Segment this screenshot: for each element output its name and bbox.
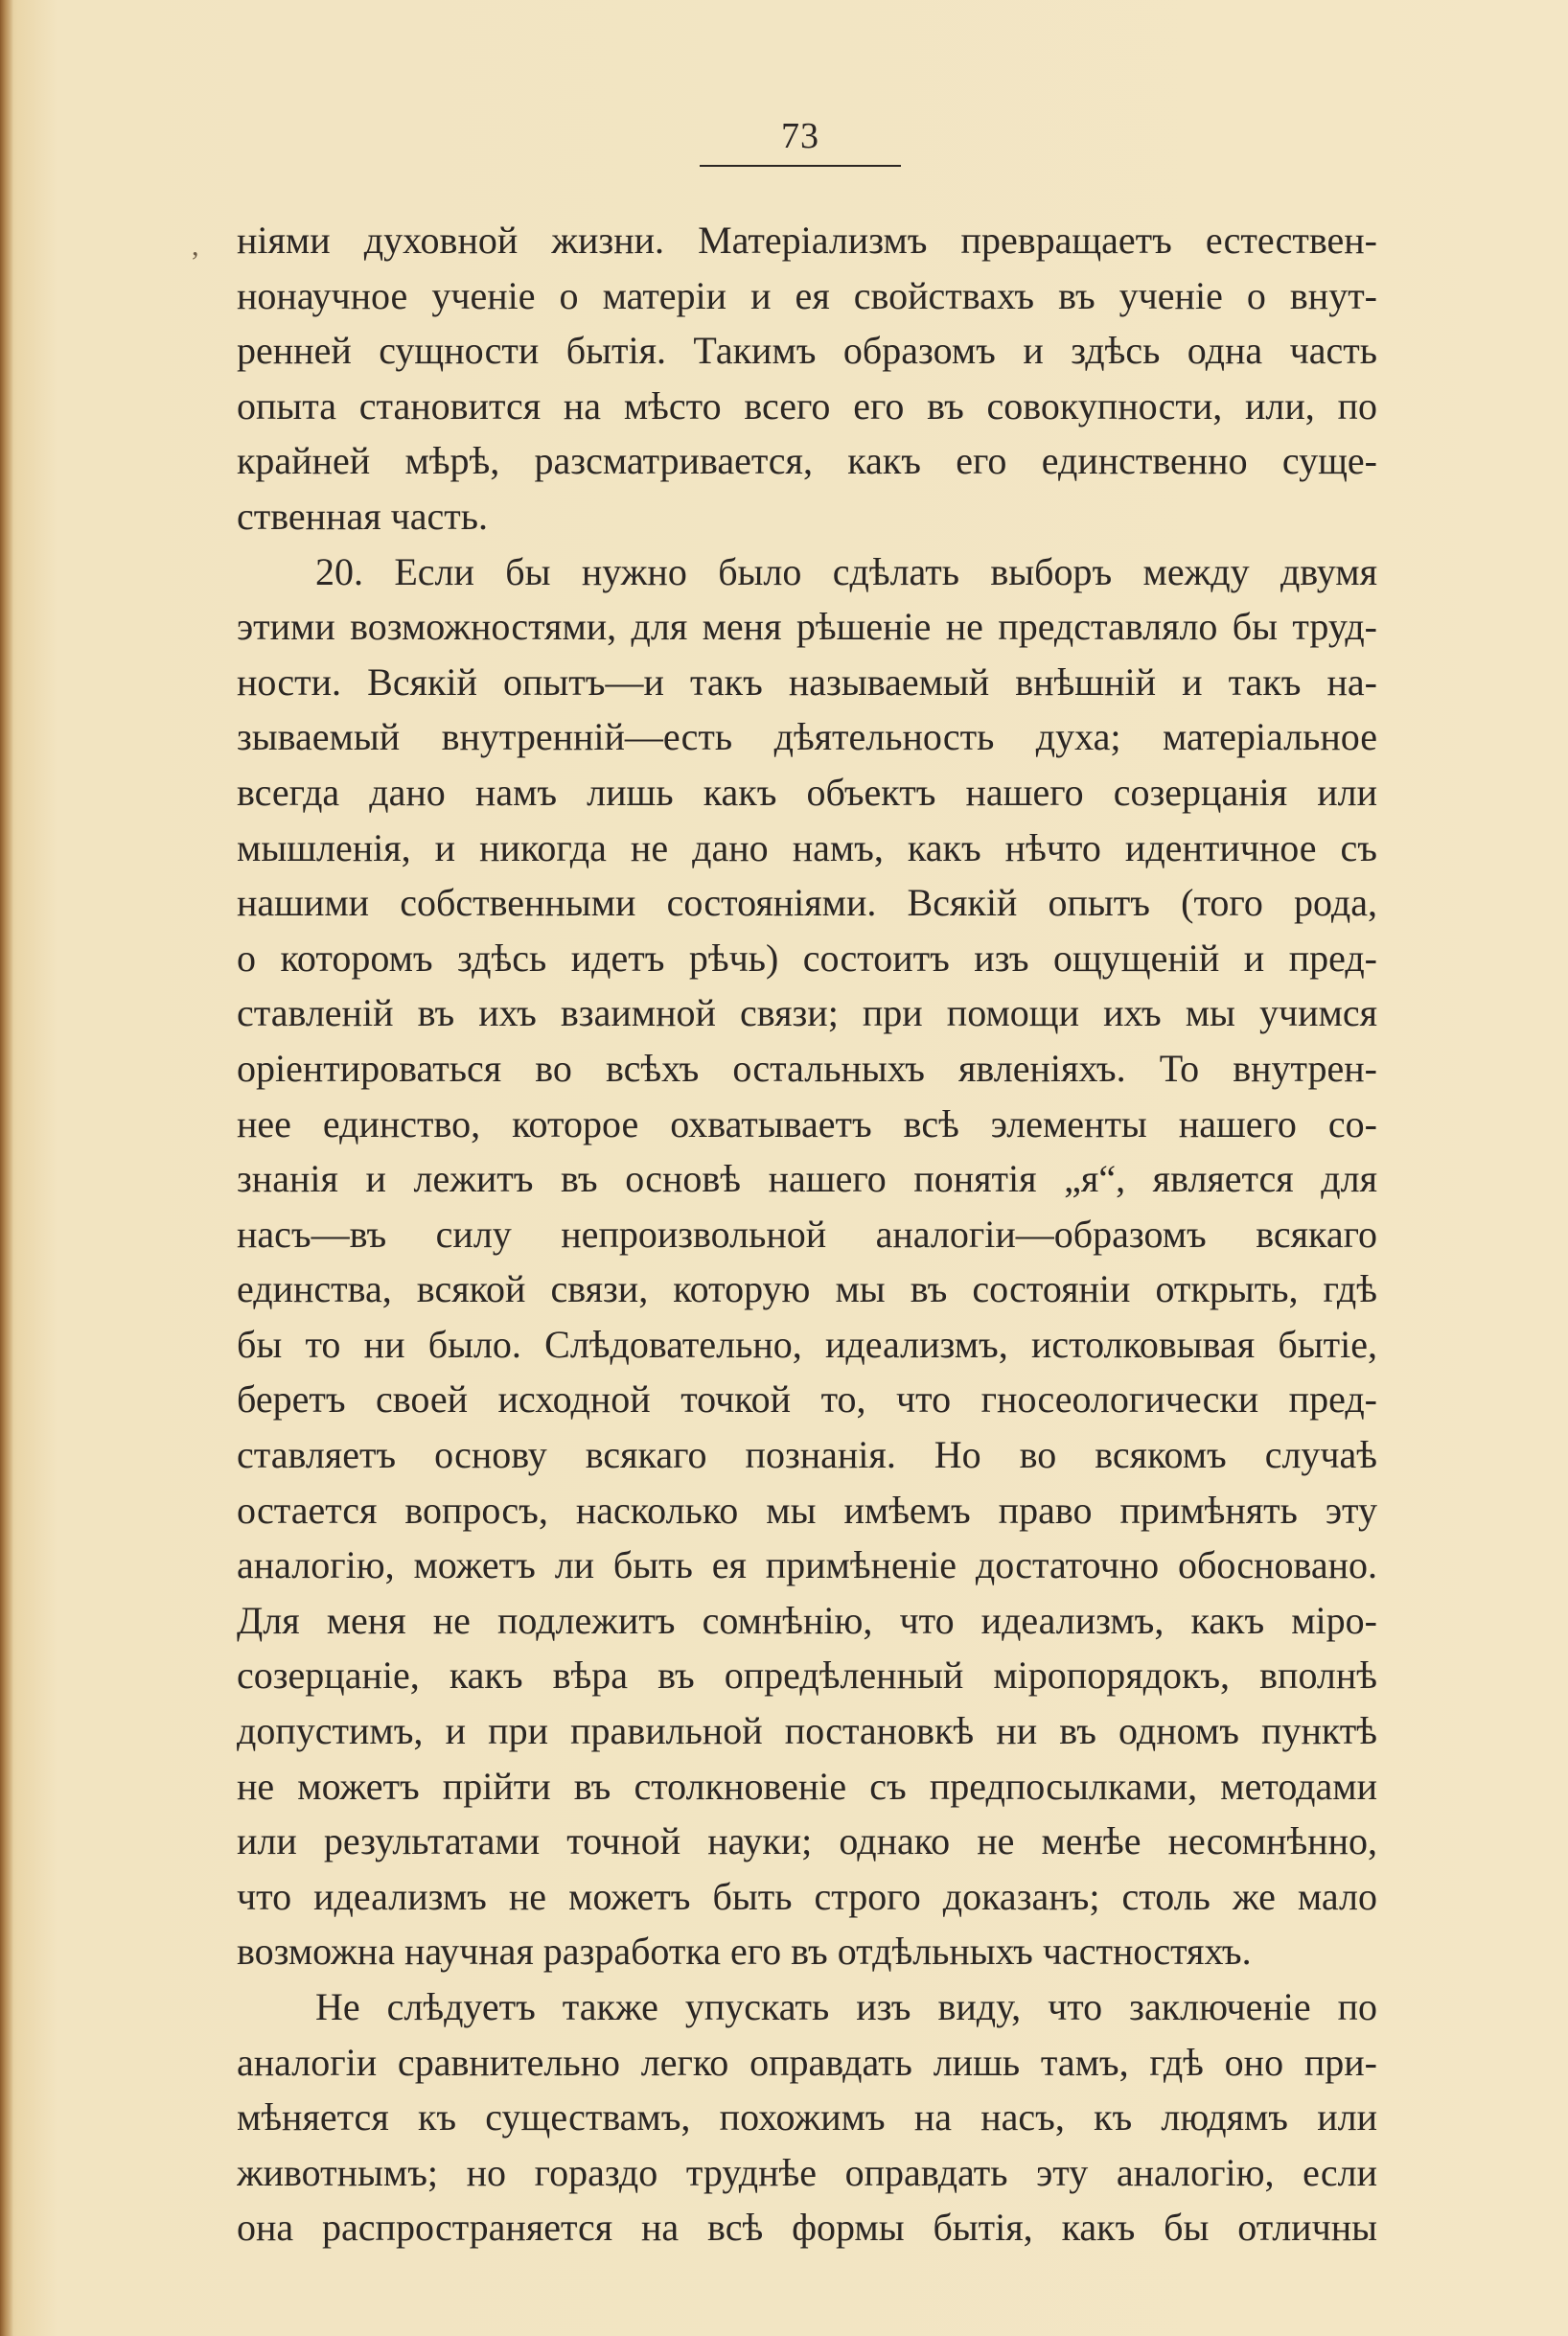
text-line: единства, всякой связи, которую мы въ состояніи открыть, гдѣ — [237, 1267, 1377, 1311]
text-line: мѣняется къ существамъ, похожимъ на насъ, къ людямъ или — [237, 2095, 1377, 2139]
page-header — [700, 113, 901, 167]
text-line: мышленія, и никогда не дано намъ, какъ нѣчто идентичное съ — [237, 825, 1377, 869]
text-line: оріентироваться во всѣхъ остальныхъ явленіяхъ. То внутрен- — [237, 1046, 1377, 1090]
text-line: крайней мѣрѣ, разсматривается, какъ его единственно суще- — [237, 439, 1377, 483]
text-line: зываемый внутренній—есть дѣятельность духа; матеріальное — [237, 715, 1377, 759]
text-line: остается вопросъ, насколько мы имѣемъ право примѣнять эту — [237, 1488, 1377, 1532]
text-line: опыта становится на мѣсто всего его въ совокупности, или, по — [237, 383, 1377, 428]
text-line: знанія и лежитъ въ основѣ нашего понятія „я“, является для — [237, 1157, 1377, 1201]
text-line: всегда дано намъ лишь какъ объектъ нашего созерцанія или — [237, 770, 1377, 814]
text-line: нашими собственными состояніями. Всякій опытъ (того рода, — [237, 881, 1377, 925]
text-line: нонаучное ученіе о матеріи и ея свойствахъ въ ученіе о внут- — [237, 273, 1377, 317]
text-line: беретъ своей исходной точкой то, что гносеологически пред- — [237, 1377, 1377, 1422]
text-line: аналогіи сравнительно легко оправдать лишь тамъ, гдѣ оно при- — [237, 2040, 1377, 2084]
text-line: или результатами точной науки; однако не менѣе несомнѣнно, — [237, 1819, 1377, 1863]
text-line: ренней сущности бытія. Такимъ образомъ и здѣсь одна часть — [237, 329, 1377, 373]
text-line: нее единство, которое охватываетъ всѣ элементы нашего со- — [237, 1101, 1377, 1145]
text-line: Не слѣдуетъ также упускать изъ виду, что заключеніе по — [315, 1985, 1377, 2028]
body-text — [237, 213, 1377, 2255]
text-line: ственная часть. — [237, 494, 488, 538]
text-line: ставленій въ ихъ взаимной связи; при помощи ихъ мы учимся — [237, 991, 1377, 1035]
text-line: ставляетъ основу всякаго познанія. Но во всякомъ случаѣ — [237, 1433, 1377, 1477]
header-rule — [700, 165, 901, 167]
text-line: созерцаніе, какъ вѣра въ опредѣленный міропорядокъ, вполнѣ — [237, 1654, 1377, 1698]
margin-mark: , — [192, 230, 199, 262]
text-line: Для меня не подлежитъ сомнѣнію, что идеализмъ, какъ міро- — [237, 1598, 1377, 1642]
text-line: возможна научная разработка его въ отдѣльныхъ частностяхъ. — [237, 1930, 1252, 1974]
text-line: 20. Если бы нужно было сдѣлать выборъ между двумя — [315, 549, 1377, 593]
text-line: допустимъ, и при правильной постановкѣ ни въ одномъ пунктѣ — [237, 1709, 1377, 1753]
text-line: бы то ни было. Слѣдовательно, идеализмъ, истолковывая бытіе, — [237, 1322, 1377, 1366]
page-binding-edge — [0, 0, 13, 2336]
text-line: ности. Всякій опытъ—и такъ называемый внѣшній и такъ на- — [237, 659, 1377, 704]
text-line: насъ—въ силу непроизвольной аналогіи—образомъ всякаго — [237, 1212, 1377, 1256]
text-line: аналогію, можетъ ли быть ея примѣненіе достаточно обосновано. — [237, 1543, 1377, 1587]
text-line: животнымъ; но гораздо труднѣе оправдать эту аналогію, если — [237, 2150, 1377, 2194]
page-number: 73 — [781, 116, 819, 156]
text-line: о которомъ здѣсь идетъ рѣчь) состоитъ изъ ощущеній и пред- — [237, 936, 1377, 980]
text-line: что идеализмъ не можетъ быть строго доказанъ; столь же мало — [237, 1874, 1377, 1918]
text-line: не можетъ прійти въ столкновеніе съ предпосылками, методами — [237, 1764, 1377, 1808]
text-line: она распространяется на всѣ формы бытія, какъ бы отличны — [237, 2206, 1377, 2250]
text-line: ніями духовной жизни. Матеріализмъ превращаетъ естествен- — [237, 219, 1377, 262]
text-line: этими возможностями, для меня рѣшеніе не представляло бы труд- — [237, 605, 1377, 649]
